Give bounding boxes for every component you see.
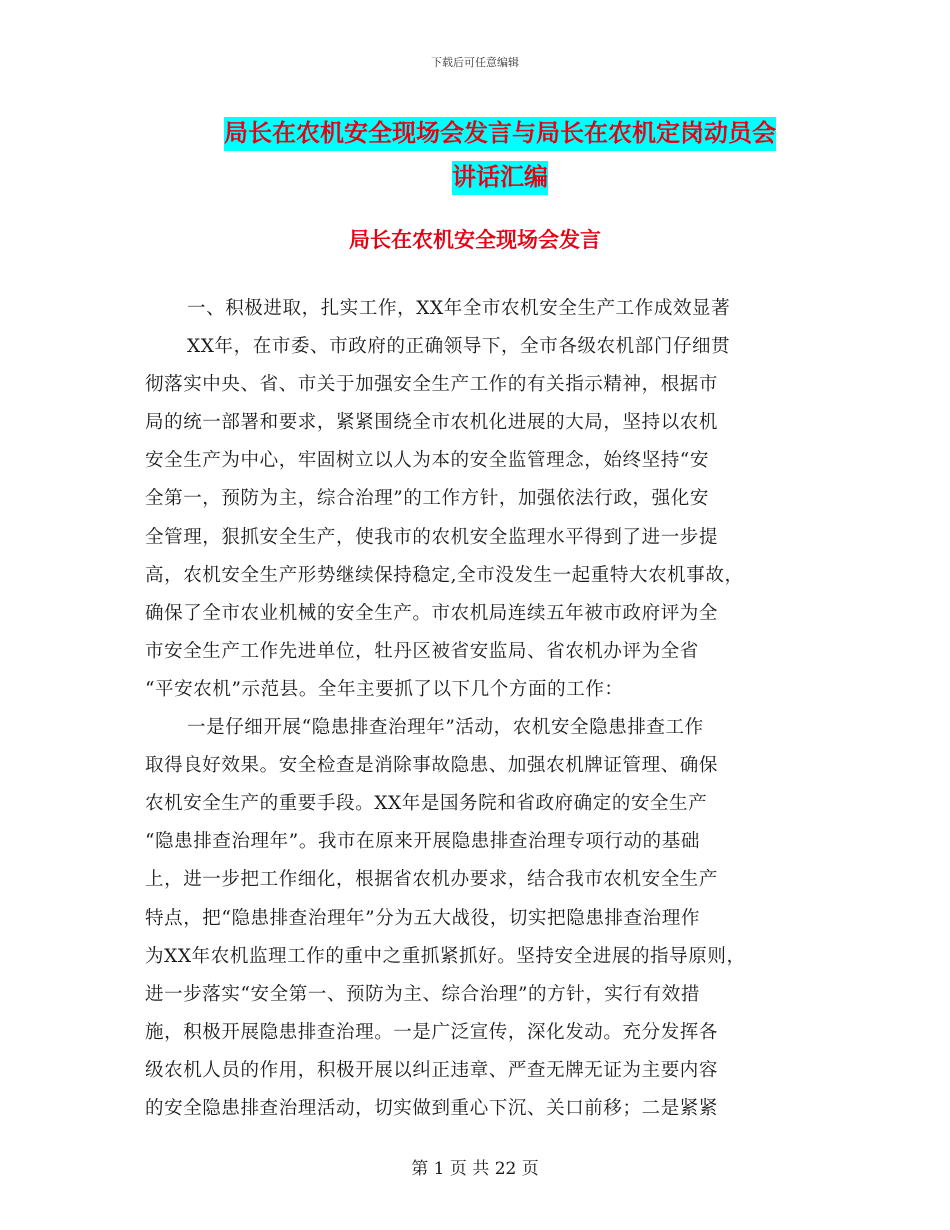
title-highlight: 局长在农机安全现场会发言与局长在农机定岗动员会: [224, 117, 776, 151]
body-line: 一是仔细开展“隐患排查治理年”活动，农机安全隐患排查工作: [187, 717, 704, 739]
body-line: 全第一，预防为主，综合治理”的工作方针，加强依法行政，强化安: [145, 488, 709, 510]
body-line: 农机安全生产的重要手段。XX年是国务院和省政府确定的安全生产: [145, 793, 708, 815]
body-line: 市安全生产工作先进单位，牡丹区被省安监局、省农机办评为全省: [145, 640, 699, 662]
body-line: 的安全隐患排查治理活动，切实做到重心下沉、关口前移；二是紧紧: [145, 1097, 719, 1119]
body-line: 彻落实中央、省、市关于加强安全生产工作的有关指示精神，根据市: [145, 374, 719, 396]
document-title-line-1: [140, 113, 860, 148]
header-note: 下载后可任意编辑: [431, 56, 519, 69]
title-highlight: 讲话汇编: [452, 161, 548, 195]
body-line: 进一步落实“安全第一、预防为主、综合治理”的方针，实行有效措: [145, 983, 700, 1005]
body-line: 级农机人员的作用，积极开展以纠正违章、严查无牌无证为主要内容: [145, 1059, 719, 1081]
body-line: 上，进一步把工作细化，根据省农机办要求，结合我市农机安全生产: [145, 869, 719, 891]
body-line: 为XX年农机监理工作的重中之重抓紧抓好。坚持安全进展的指导原则，: [145, 945, 746, 967]
body-line: 取得良好效果。安全检查是消除事故隐患、加强农机牌证管理、确保: [145, 755, 719, 777]
body-line: 高，农机安全生产形势继续保持稳定,全市没发生一起重特大农机事故，: [145, 564, 744, 586]
body-line: 施，积极开展隐患排查治理。一是广泛宣传，深化发动。充分发挥各: [145, 1021, 719, 1043]
body-line: 一、积极进取，扎实工作，XX年全市农机安全生产工作成效显著: [187, 298, 731, 319]
section-title: 局长在农机安全现场会发言: [349, 228, 601, 252]
body-line: 安全生产为中心，牢固树立以人为本的安全监管理念，始终坚持“安: [145, 450, 709, 472]
page-number: 第 1 页 共 22 页: [411, 1159, 539, 1179]
body-line: “平安农机”示范县。全年主要抓了以下几个方面的工作：: [145, 678, 624, 700]
document-title-line-2: [140, 157, 860, 192]
body-text: [145, 296, 815, 1134]
body-line: 全管理，狠抓安全生产，使我市的农机安全监理水平得到了进一步提: [145, 526, 719, 548]
body-line: 局的统一部署和要求，紧紧围绕全市农机化进展的大局，坚持以农机: [145, 412, 719, 434]
body-line: 确保了全市农业机械的安全生产。市农机局连续五年被市政府评为全: [145, 602, 719, 624]
body-line: 特点，把“隐患排查治理年”分为五大战役，切实把隐患排查治理作: [145, 907, 700, 929]
body-line: XX年，在市委、市政府的正确领导下，全市各级农机部门仔细贯: [187, 336, 731, 358]
body-line: “隐患排查治理年”。我市在原来开展隐患排查治理专项行动的基础: [145, 831, 700, 853]
